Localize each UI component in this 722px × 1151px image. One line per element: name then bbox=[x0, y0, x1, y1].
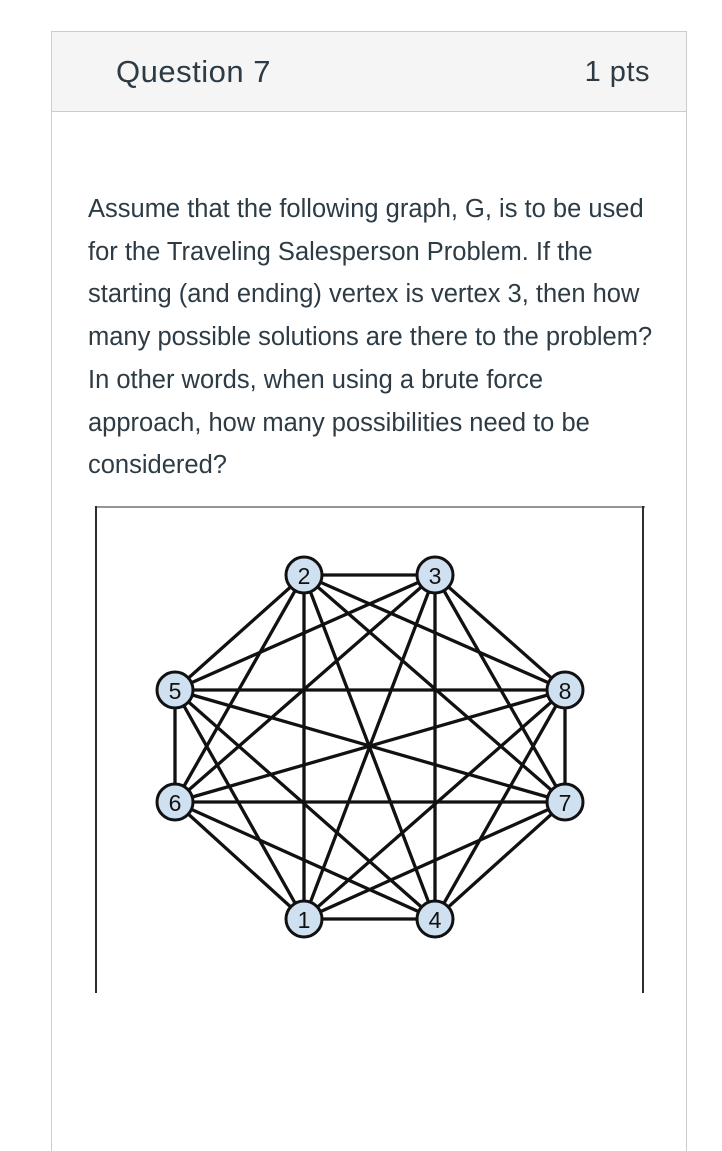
vertex-6 bbox=[157, 784, 193, 820]
vertex-5 bbox=[157, 672, 193, 708]
vertex-5-label: 5 bbox=[168, 678, 182, 704]
question-points: 1 pts bbox=[584, 56, 650, 88]
vertex-2-label: 2 bbox=[297, 563, 311, 589]
edge-1-5 bbox=[175, 690, 304, 919]
edge-3-8 bbox=[435, 575, 565, 690]
vertex-1-label: 1 bbox=[297, 907, 311, 933]
vertex-4-label: 4 bbox=[428, 907, 442, 933]
question-header bbox=[52, 32, 686, 112]
edge-4-7 bbox=[435, 802, 565, 919]
question-text: Assume that the following graph, G, is to be used for the Traveling Salesperson Problem. If the starting (and ending) vertex is vertex 3, then how many possible solutions are there to the problem? In other words, when using a brute force approach, how many possibilities need to be considered? bbox=[88, 195, 653, 480]
graph-figure bbox=[95, 506, 645, 996]
vertex-3-label: 3 bbox=[428, 563, 442, 589]
edge-1-6 bbox=[175, 802, 304, 919]
edge-4-8 bbox=[435, 690, 565, 919]
vertex-1 bbox=[286, 901, 322, 937]
vertex-4 bbox=[417, 901, 453, 937]
question-title: Question 7 bbox=[116, 54, 271, 89]
vertex-8-label: 8 bbox=[558, 678, 572, 704]
edge-2-5 bbox=[175, 575, 304, 690]
vertex-3 bbox=[417, 557, 453, 593]
vertex-7-label: 7 bbox=[558, 790, 572, 816]
graph-edges bbox=[175, 575, 565, 919]
vertex-2 bbox=[286, 557, 322, 593]
vertex-6-label: 6 bbox=[168, 790, 182, 816]
vertex-7 bbox=[547, 784, 583, 820]
vertex-8 bbox=[547, 672, 583, 708]
